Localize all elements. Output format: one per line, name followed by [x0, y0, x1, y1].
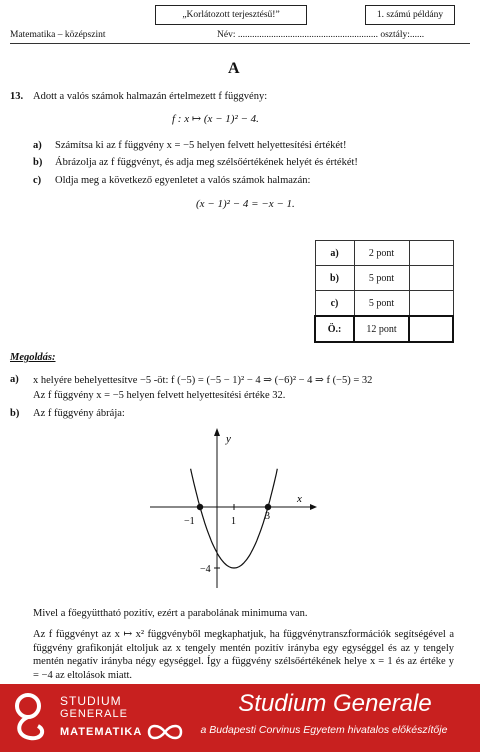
points-blank-cell: [409, 241, 453, 266]
equation: (x − 1)² − 4 = −x − 1.: [196, 198, 295, 210]
points-value: 5 pont: [354, 266, 409, 291]
part-a-text: Számítsa ki az f függvény x = −5 helyen felvett helyettesítési értékét!: [55, 140, 347, 151]
tick-label-neg1: −1: [184, 516, 195, 527]
root-point-2: [265, 504, 271, 510]
points-row-b: [315, 266, 453, 291]
solution-para1: Mivel a főegyüttható pozitív, ezért a parabolának minimuma van.: [33, 608, 308, 619]
solution-a-line2: Az f függvény x = −5 helyen felvett helyettesítési értéke 32.: [33, 390, 286, 401]
logo-generale: GENERALE: [60, 708, 128, 720]
subject-label: Matematika – középszint: [10, 30, 106, 40]
section-letter: A: [228, 60, 240, 77]
banner-title: Studium Generale: [238, 690, 432, 717]
part-b-label: b): [33, 157, 43, 168]
solution-a-label: a): [10, 374, 19, 385]
y-axis-arrow: [214, 428, 220, 436]
x-axis-label: x: [297, 493, 302, 505]
points-row-label: a): [315, 241, 354, 266]
root-point-1: [197, 504, 203, 510]
tick-label-1: 1: [231, 516, 236, 527]
points-blank-cell: [409, 266, 453, 291]
logo-matematika: MATEMATIKA: [60, 726, 143, 738]
part-c-text: Oldja meg a következő egyenletet a valós számok halmazán:: [55, 175, 311, 186]
function-definition: f : x ↦ (x − 1)² − 4.: [172, 113, 259, 125]
points-value: 12 pont: [354, 316, 409, 342]
restricted-distribution-box: „Korlátozott terjesztésű!”: [155, 5, 307, 25]
solution-para2: Az f függvényt az x ↦ x² függvényből megkaphatjuk, ha függvénytranszformációk segítségével a függvény grafikonját eltoljuk az x tengely mentén pozitív irányba egy egységgel és az y tengely mentén negatív irányba négy egységgel. Így a függvény szélsőértékének helye x = 1 és az értéke y = −4 az eltolások miatt.: [33, 629, 454, 681]
name-field: Név: ........................................................... osztály:......: [217, 30, 425, 40]
parabola-graph: [150, 428, 320, 593]
studium-generale-logo-icon: [8, 692, 58, 744]
points-row-a: [315, 241, 453, 266]
points-value: 2 pont: [354, 241, 409, 266]
part-b-text: Ábrázolja az f függvényt, és adja meg szélsőértékének helyét és értékét!: [55, 157, 358, 168]
points-row-label: Ö.:: [315, 316, 354, 342]
tick-label-neg4: −4: [200, 564, 211, 575]
solution-heading: Megoldás:: [10, 352, 56, 363]
points-blank-cell: [409, 291, 453, 317]
points-table: [314, 240, 454, 343]
footer-banner: [0, 684, 480, 752]
points-row-total: [315, 316, 453, 342]
solution-a-line1: x helyére behelyettesítve −5 -öt: f (−5) = (−5 − 1)² − 4 ⇒ (−6)² − 4 ⇒ f (−5) = 32: [33, 375, 373, 386]
points-row-label: b): [315, 266, 354, 291]
tick-label-3: 3: [265, 511, 270, 522]
logo-studium: STUDIUM: [60, 694, 122, 708]
part-a-label: a): [33, 140, 42, 151]
problem-intro: Adott a valós számok halmazán értelmezett f függvény:: [33, 91, 268, 102]
points-row-c: [315, 291, 453, 317]
y-axis-label: y: [226, 433, 231, 445]
points-blank-cell: [409, 316, 453, 342]
points-value: 5 pont: [354, 291, 409, 317]
copy-number-box: 1. számú példány: [365, 5, 455, 25]
points-row-label: c): [315, 291, 354, 317]
solution-b-label: b): [10, 408, 20, 419]
banner-subtitle: a Budapesti Corvinus Egyetem hivatalos előkészítője: [200, 724, 448, 736]
part-c-label: c): [33, 175, 42, 186]
problem-number: 13.: [10, 91, 24, 102]
header-divider: [10, 43, 470, 44]
solution-b-line1: Az f függvény ábrája:: [33, 408, 125, 419]
x-axis-arrow: [310, 504, 317, 510]
